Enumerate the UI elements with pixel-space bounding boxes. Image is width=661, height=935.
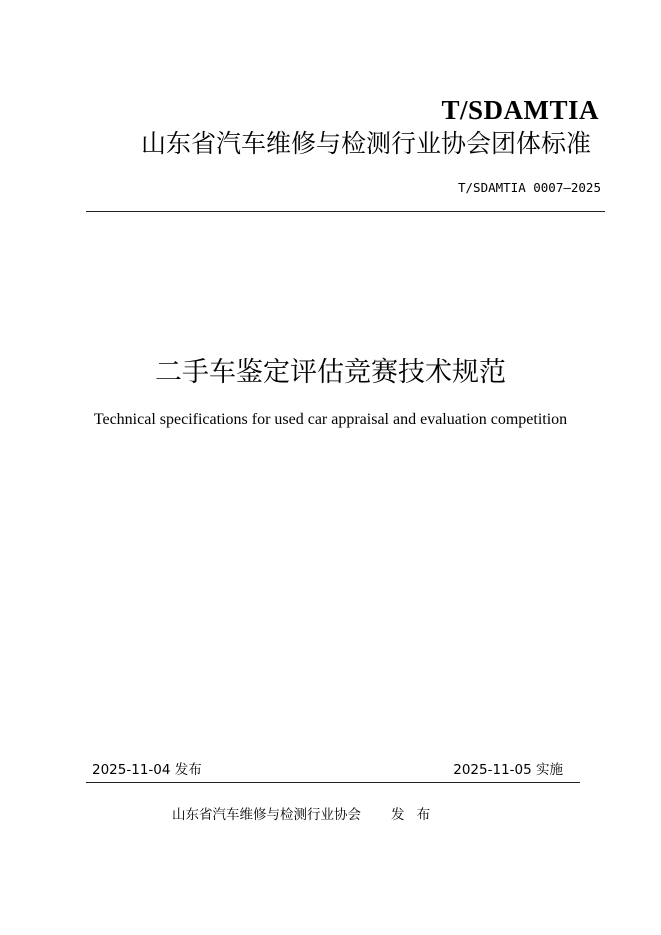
publisher-line bbox=[172, 806, 434, 824]
header-divider bbox=[86, 211, 605, 212]
document-title-chinese: 二手车鉴定评估竞赛技术规范 bbox=[155, 357, 506, 388]
footer-divider bbox=[86, 782, 580, 783]
implementation-date: 2025-11-05 实施 bbox=[453, 762, 563, 778]
organization-standard-title: 山东省汽车维修与检测行业协会团体标准 bbox=[140, 129, 591, 158]
publisher-name: 山东省汽车维修与检测行业协会 bbox=[172, 807, 361, 823]
standard-number: T/SDAMTIA 0007—2025 bbox=[458, 180, 601, 195]
publisher-action: 发 布 bbox=[391, 807, 435, 823]
standard-code: T/SDAMTIA bbox=[441, 95, 599, 125]
issue-date: 2025-11-04 发布 bbox=[92, 762, 202, 778]
document-title-english: Technical specifications for used car appraisal and evaluation competition bbox=[93, 411, 568, 428]
